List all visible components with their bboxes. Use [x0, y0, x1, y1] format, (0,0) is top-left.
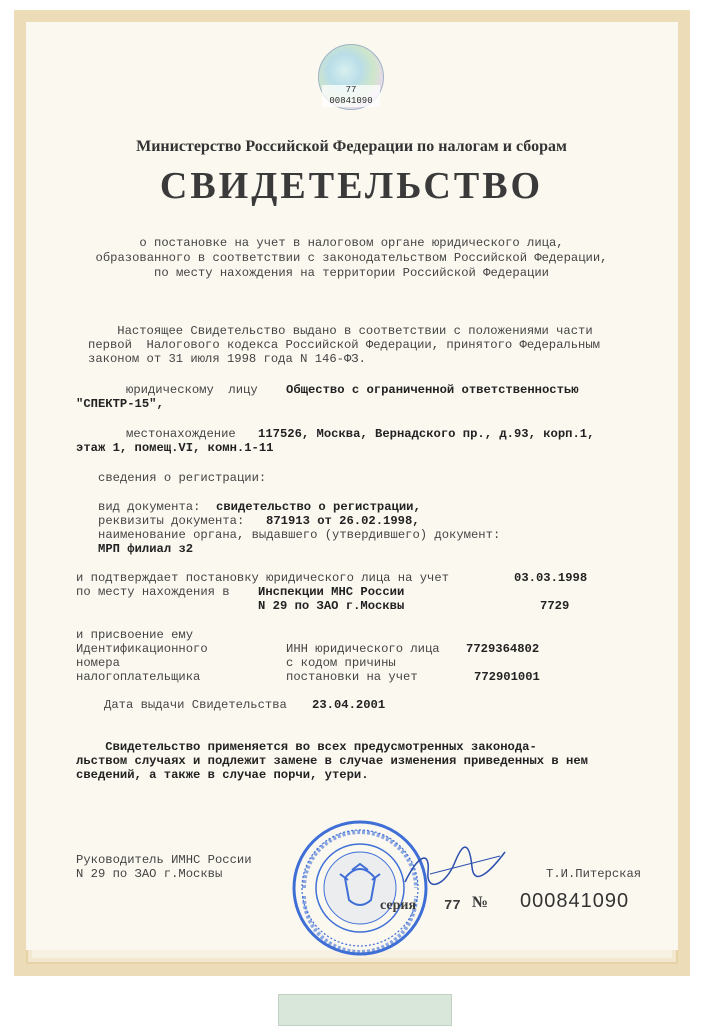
- series-label: серия: [380, 898, 417, 913]
- document-subtitle: о постановке на учет в налоговом органе юридического лица, образованного в соответствии с законодательством Российской Федерации, по месту нахождения на территории Российской Федерации: [95, 236, 608, 280]
- head-title-line-1: Руководитель ИМНС России: [76, 853, 252, 867]
- confirmation-date: 03.03.1998: [514, 571, 588, 585]
- number-label: №: [472, 894, 489, 911]
- kpp-value: 772901001: [474, 670, 540, 684]
- signatory-name: Т.И.Питерская: [546, 867, 642, 881]
- address-line-2: этаж 1, помещ.VI, комн.1-11: [76, 441, 274, 455]
- issuer-label: наименование органа, выдавшего (утвердившего) документ:: [98, 528, 501, 542]
- confirmation-label: и подтверждает постановку юридического лица на учет: [76, 571, 449, 585]
- inspection-code: 7729: [540, 599, 570, 613]
- assignment-line-2: Идентификационного: [76, 642, 208, 656]
- document-title: СВИДЕТЕЛЬСТВО: [159, 165, 544, 207]
- ministry-title: Министерство Российской Федерации по налогам и сборам: [136, 138, 567, 155]
- scan-artifact-strip: [278, 994, 452, 1026]
- notice-line-1: Свидетельство применяется во всех предусмотренных законода-: [76, 740, 537, 754]
- certificate-panel: [26, 22, 678, 950]
- entity-label: юридическому лицу: [126, 383, 258, 397]
- document-type-label: вид документа:: [98, 500, 201, 514]
- notice-line-3: сведений, а также в случае порчи, утери.: [76, 768, 369, 782]
- issue-date-label: Дата выдачи Свидетельства: [104, 698, 287, 712]
- entity-name: Общество с ограниченной ответственностью: [286, 383, 579, 397]
- issuer-name: МРП филиал з2: [98, 542, 194, 556]
- signature-icon: [400, 842, 510, 892]
- assignment-line-4: налогоплательщика: [76, 670, 201, 684]
- location-label: по месту нахождения в: [76, 585, 230, 599]
- address-label: местонахождение: [126, 427, 236, 441]
- certificate-number: 000841090: [520, 890, 630, 912]
- assignment-line-1: и присвоение ему: [76, 628, 194, 642]
- inspection-line-2: N 29 по ЗАО г.Москвы: [258, 599, 405, 613]
- series-value: 77: [444, 898, 461, 914]
- head-title-line-2: N 29 по ЗАО г.Москвы: [76, 867, 223, 881]
- document-details: 871913 от 26.02.1998,: [266, 514, 420, 528]
- kpp-label-line-2: постановки на учет: [286, 670, 418, 684]
- address-line-1: 117526, Москва, Вернадского пр., д.93, корп.1,: [258, 427, 595, 441]
- hologram-number: 77 00841090: [322, 85, 380, 107]
- intro-line-3: законом от 31 июля 1998 года N 146-ФЗ.: [88, 352, 366, 366]
- registration-info-label: сведения о регистрации:: [98, 471, 267, 485]
- inn-value: 7729364802: [466, 642, 540, 656]
- inn-label: ИНН юридического лица: [286, 642, 440, 656]
- kpp-label-line-1: с кодом причины: [286, 656, 396, 670]
- intro-line-1: Настоящее Свидетельство выдано в соответствии с положениями части: [88, 324, 593, 338]
- intro-line-2: первой Налогового кодекса Российской Федерации, принятого Федеральным: [88, 338, 600, 352]
- inspection-line-1: Инспекции МНС России: [258, 585, 405, 599]
- assignment-line-3: номера: [76, 656, 120, 670]
- notice-line-2: льством случаях и подлежит замене в случае изменения приведенных в нем: [76, 754, 588, 768]
- issue-date: 23.04.2001: [312, 698, 386, 712]
- document-type: свидетельство о регистрации,: [216, 500, 421, 514]
- entity-name-line-2: "СПЕКТР-15",: [76, 397, 164, 411]
- document-details-label: реквизиты документа:: [98, 514, 245, 528]
